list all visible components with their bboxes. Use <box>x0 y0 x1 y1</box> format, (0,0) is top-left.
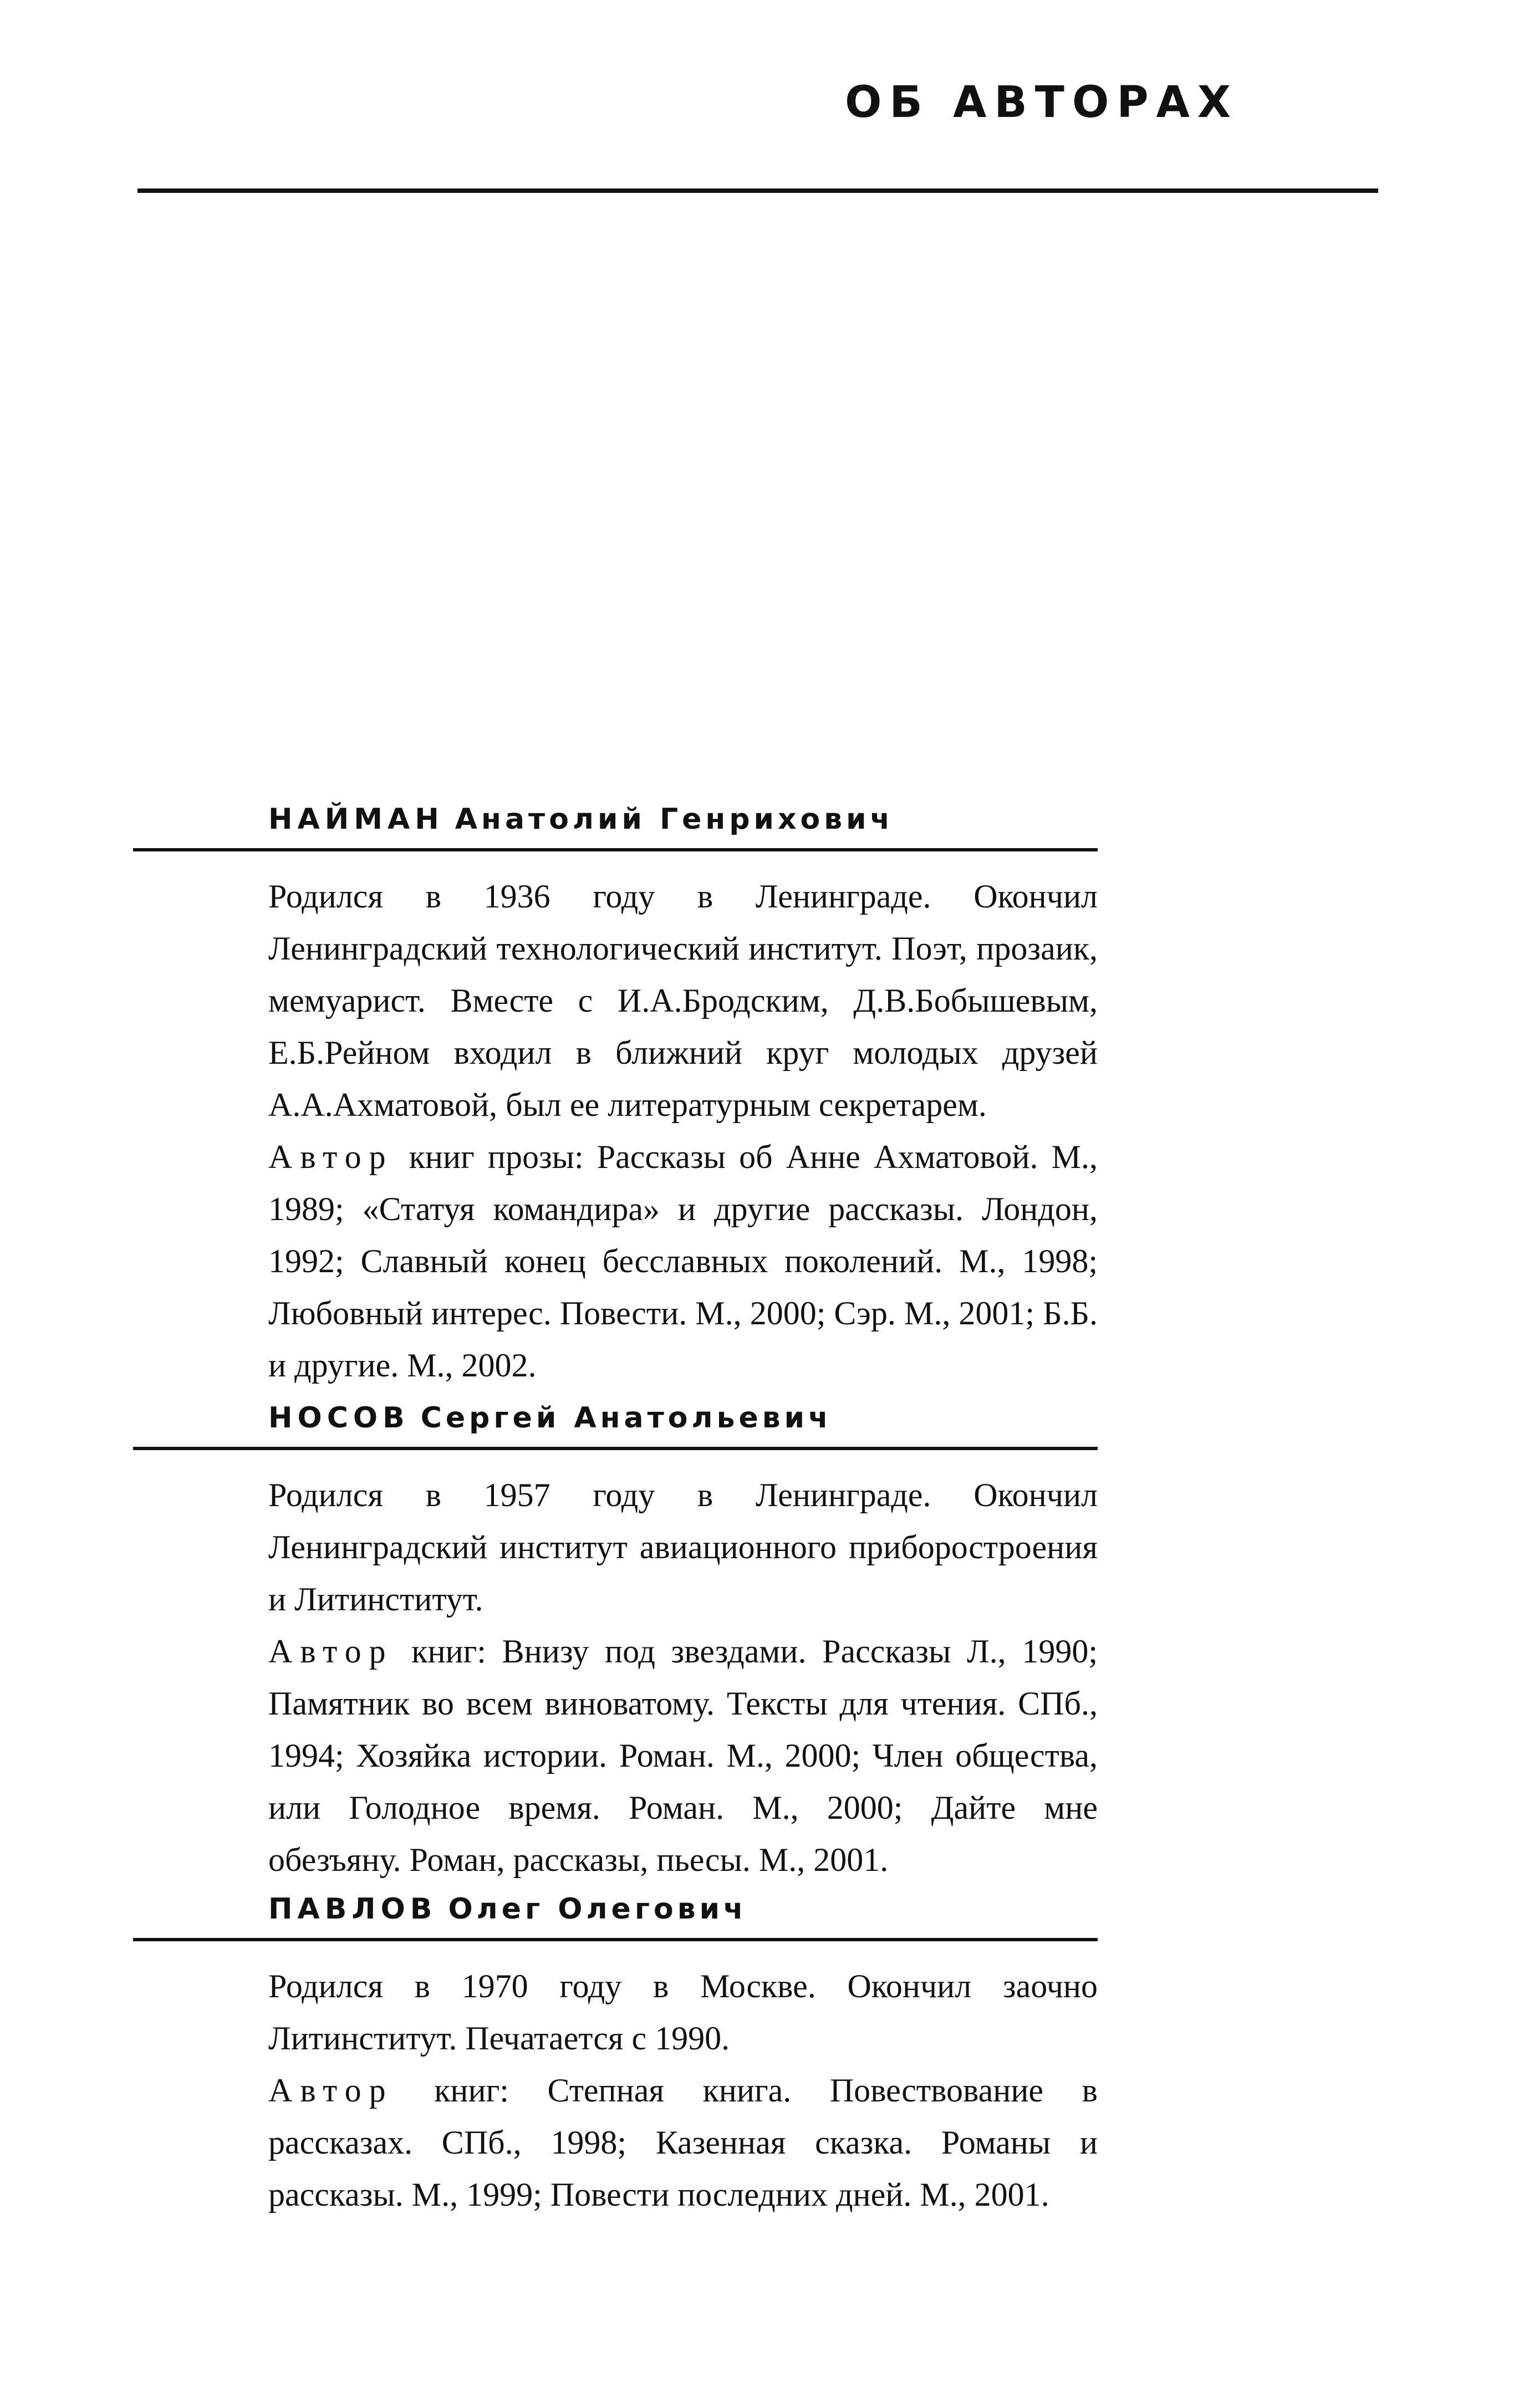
works-label: Автор <box>268 1633 394 1670</box>
heading-rule <box>133 1447 1098 1450</box>
works-list: книг: Степная книга. Повествование в рассказах. СПб., 1998; Казенная сказка. Романы и рассказы. М., 1999; Повести последних дней. М., 2001. <box>268 2072 1098 2213</box>
author-surname: НАЙМАН <box>268 803 444 836</box>
works-list: книг прозы: Рассказы об Анне Ахматовой. М., 1989; «Статуя командира» и другие рассказы. Лондон, 1992; Славный конец бесславных поколений. М., 1998; Любовный интерес. Повести. М., 2000; Сэр. М., 2001; Б.Б. и другие. М., 2002. <box>268 1139 1098 1384</box>
author-works <box>268 1625 1098 1886</box>
author-given-names: Олег Олегович <box>448 1892 747 1926</box>
author-entry-nosov <box>133 1401 1098 1886</box>
author-heading <box>133 1401 1098 1450</box>
author-bio: Родился в 1970 году в Москве. Окончил заочно Литинститут. Печатается с 1990. <box>268 1968 1098 2057</box>
heading-rule <box>133 848 1098 851</box>
author-text <box>268 1469 1098 1886</box>
author-text <box>268 870 1098 1391</box>
author-given-names: Анатолий Генрихович <box>455 803 894 836</box>
author-heading <box>133 1892 1098 1941</box>
works-label: Автор <box>268 1139 394 1175</box>
author-works <box>268 1131 1098 1391</box>
works-label: Автор <box>268 2072 394 2109</box>
header-rule <box>137 188 1378 193</box>
works-list: книг: Внизу под звездами. Рассказы Л., 1990; Памятник во всем виноватому. Тексты для чтения. СПб., 1994; Хозяйка истории. Роман. М., 2000; Член общества, или Голодное время. Роман. М., 2000; Дайте мне обезъяну. Роман, рассказы, пьесы. М., 2001. <box>268 1633 1098 1878</box>
author-bio: Родился в 1936 году в Ленинграде. Окончил Ленинградский технологический институт. Поэт, прозаик, мемуарист. Вместе с И.А.Бродским, Д.В.Бобышевым, Е.Б.Рейном входил в ближний круг молодых друзей А.А.Ахматовой, был ее литературным секретарем. <box>268 878 1098 1123</box>
author-heading <box>133 803 1098 851</box>
author-given-names: Сергей Анатольевич <box>420 1401 832 1435</box>
author-surname: НОСОВ <box>268 1401 410 1435</box>
author-entry-naiman <box>133 803 1098 1391</box>
author-bio: Родился в 1957 году в Ленинграде. Окончил Ленинградский институт авиационного приборостроения и Литинститут. <box>268 1477 1098 1618</box>
page-title: ОБ АВТОРАХ <box>845 78 1238 127</box>
heading-rule <box>133 1938 1098 1941</box>
author-surname: ПАВЛОВ <box>268 1892 437 1926</box>
author-works <box>268 2064 1098 2221</box>
author-text <box>268 1960 1098 2221</box>
author-entry-pavlov <box>133 1892 1098 2221</box>
